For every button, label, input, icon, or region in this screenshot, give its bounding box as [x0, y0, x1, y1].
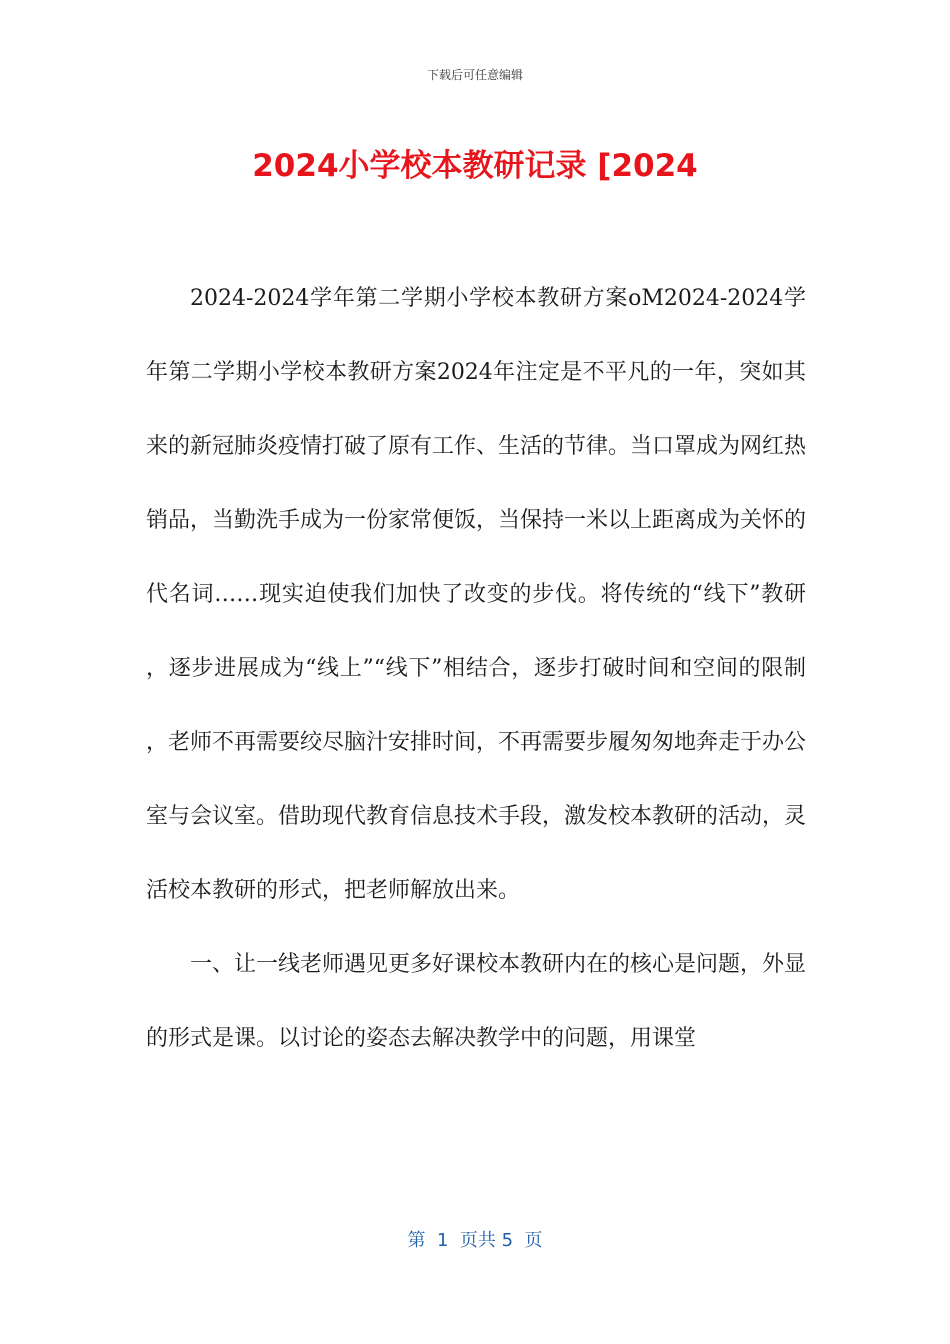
header-note: 下载后可任意编辑 — [426, 68, 523, 82]
body-paragraph: 一、让一线老师遇见更多好课校本教研内在的核心是问题，外显的形式是课。以讨论的姿态去解决教学中的问题，用课堂 — [146, 952, 807, 1051]
document-title: 2024小学校本教研记录 [2024 — [252, 148, 698, 184]
page-number-footer: 第 1 页共 5 页 — [407, 1230, 543, 1251]
document-body — [146, 262, 806, 1076]
body-paragraph: 2024-2024学年第二学期小学校本教研方案oM2024-2024学年第二学期小学校本教研方案2024年注定是不平凡的一年，突如其来的新冠肺炎疫情打破了原有工作、生活的节律。当口罩成为网红热销品，当勤洗手成为一份家常便饭，当保持一米以上距离成为关怀的代名词……现实迫使我们加快了改变的步伐。将传统的“线下”教研，逐步进展成为“线上”“线下”相结合，逐步打破时间和空间的限制，老师不再需要绞尽脑汁安排时间，不再需要步履匆匆地奔走于办公室与会议室。借助现代教育信息技术手段，激发校本教研的活动，灵活校本教研的形式，把老师解放出来。 — [146, 286, 807, 903]
